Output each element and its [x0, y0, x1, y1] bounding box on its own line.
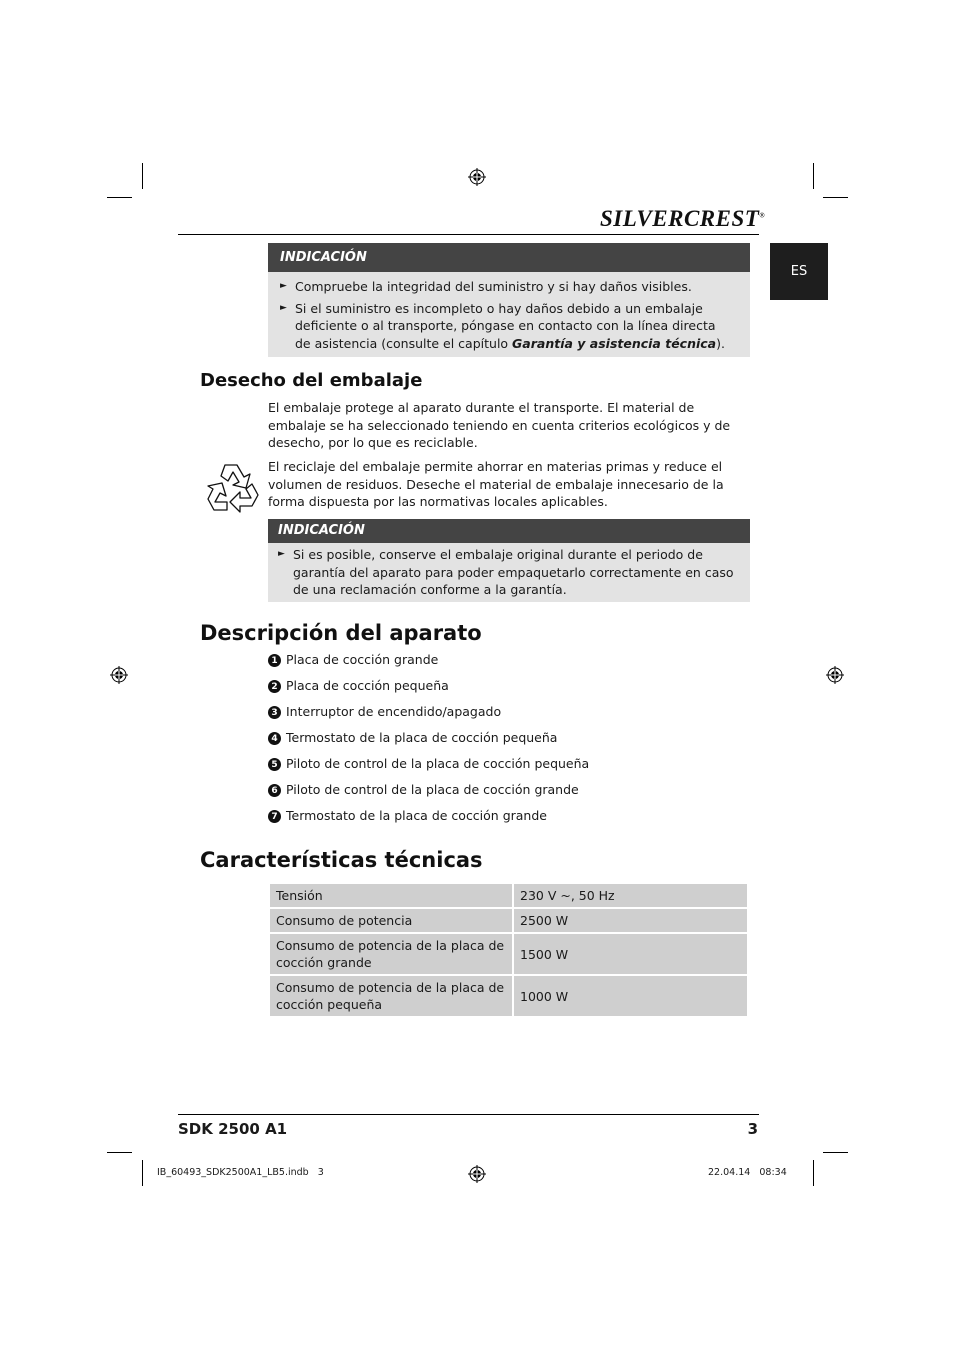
print-slug-file: IB_60493_SDK2500A1_LB5.indb 3 — [157, 1167, 324, 1178]
note-list — [268, 272, 750, 360]
table-cell: 1500 W — [513, 933, 748, 975]
crop-mark — [142, 1160, 143, 1186]
model-number: SDK 2500 A1 — [178, 1120, 288, 1138]
part-number: 3 — [268, 706, 281, 719]
print-slug-datetime: 22.04.14 08:34 — [708, 1167, 787, 1178]
section-title: Características técnicas — [200, 848, 483, 872]
part-number: 1 — [268, 654, 281, 667]
list-item: 7 Termostato de la placa de cocción grande — [268, 808, 748, 834]
table-cell: Consumo de potencia de la placa de cocción pequeña — [269, 975, 513, 1017]
registration-mark-icon — [468, 168, 486, 186]
paragraph: El reciclaje del embalaje permite ahorrar en materias primas y reduce el volumen de residuos. Deseche el material de embalaje innecesario de la forma dispuesta por las normativas locales aplicables. — [268, 459, 724, 509]
registered-mark: ® — [759, 211, 766, 220]
part-number: 7 — [268, 810, 281, 823]
table-cell: Consumo de potencia de la placa de cocción grande — [269, 933, 513, 975]
registration-mark-icon — [110, 666, 128, 684]
specs-table — [268, 882, 749, 1018]
page-number: 3 — [747, 1120, 758, 1138]
crop-mark — [823, 197, 848, 198]
list-item: 4 Termostato de la placa de cocción pequeña — [268, 730, 748, 756]
table-row — [269, 975, 748, 1017]
arrow-bullet-icon: ► — [280, 302, 287, 313]
table-cell: 230 V ~, 50 Hz — [513, 883, 748, 908]
crop-mark — [823, 1152, 848, 1153]
arrow-bullet-icon: ► — [278, 549, 285, 559]
list-item: 3 Interruptor de encendido/apagado — [268, 704, 748, 730]
note-list — [268, 543, 750, 599]
list-item: 1 Placa de cocción grande — [268, 652, 748, 678]
note-heading: INDICACIÓN — [268, 243, 750, 272]
crop-mark — [107, 197, 132, 198]
part-number: 4 — [268, 732, 281, 745]
part-number: 6 — [268, 784, 281, 797]
table-cell: Consumo de potencia — [269, 908, 513, 933]
note-box — [268, 243, 750, 357]
list-item: ► Compruebe la integridad del suministro y si hay daños visibles. — [280, 279, 692, 294]
note-heading: INDICACIÓN — [268, 519, 750, 543]
arrow-bullet-icon: ► — [280, 281, 287, 291]
footer-rule — [178, 1114, 759, 1115]
header-rule — [178, 234, 759, 235]
language-tab: ES — [770, 243, 828, 300]
recycle-icon — [204, 460, 262, 514]
brand-logo-text: SILVERCREST — [600, 206, 760, 231]
list-item: ► Si el suministro es incompleto o hay daños debido a un embalaje deficiente o al transporte, póngase en contacto con la línea directa de asistencia (consulte el capítulo Garantía y asistencia técnica). — [280, 300, 725, 351]
part-number: 5 — [268, 758, 281, 771]
table-row — [269, 933, 748, 975]
list-item: 5 Piloto de control de la placa de cocción pequeña — [268, 756, 748, 782]
table-row — [269, 908, 748, 933]
table-cell: 2500 W — [513, 908, 748, 933]
note-box — [268, 519, 750, 602]
section-title: Descripción del aparato — [200, 621, 482, 645]
table-cell: 1000 W — [513, 975, 748, 1017]
section-title: Desecho del embalaje — [200, 370, 423, 391]
crop-mark — [107, 1152, 132, 1153]
part-number: 2 — [268, 680, 281, 693]
brand-logo — [600, 206, 766, 232]
registration-mark-icon — [826, 666, 844, 684]
chapter-reference: Garantía y asistencia técnica — [512, 335, 717, 351]
list-item: 6 Piloto de control de la placa de cocción grande — [268, 782, 748, 808]
table-cell: Tensión — [269, 883, 513, 908]
parts-list — [268, 652, 748, 834]
crop-mark — [813, 163, 814, 189]
table-row — [269, 883, 748, 908]
list-item: 2 Placa de cocción pequeña — [268, 678, 748, 704]
registration-mark-icon — [468, 1165, 486, 1183]
paragraph: El embalaje protege al aparato durante el transporte. El material de embalaje se ha seleccionado teniendo en cuenta criterios ecológicos y de desecho, por lo que es reciclable. — [268, 400, 731, 450]
crop-mark — [813, 1160, 814, 1186]
crop-mark — [142, 163, 143, 189]
list-item: ► Si es posible, conserve el embalaje original durante el periodo de garantía del aparato para poder empaquetarlo correctamente en caso de una reclamación conforme a la garantía. — [278, 547, 734, 597]
